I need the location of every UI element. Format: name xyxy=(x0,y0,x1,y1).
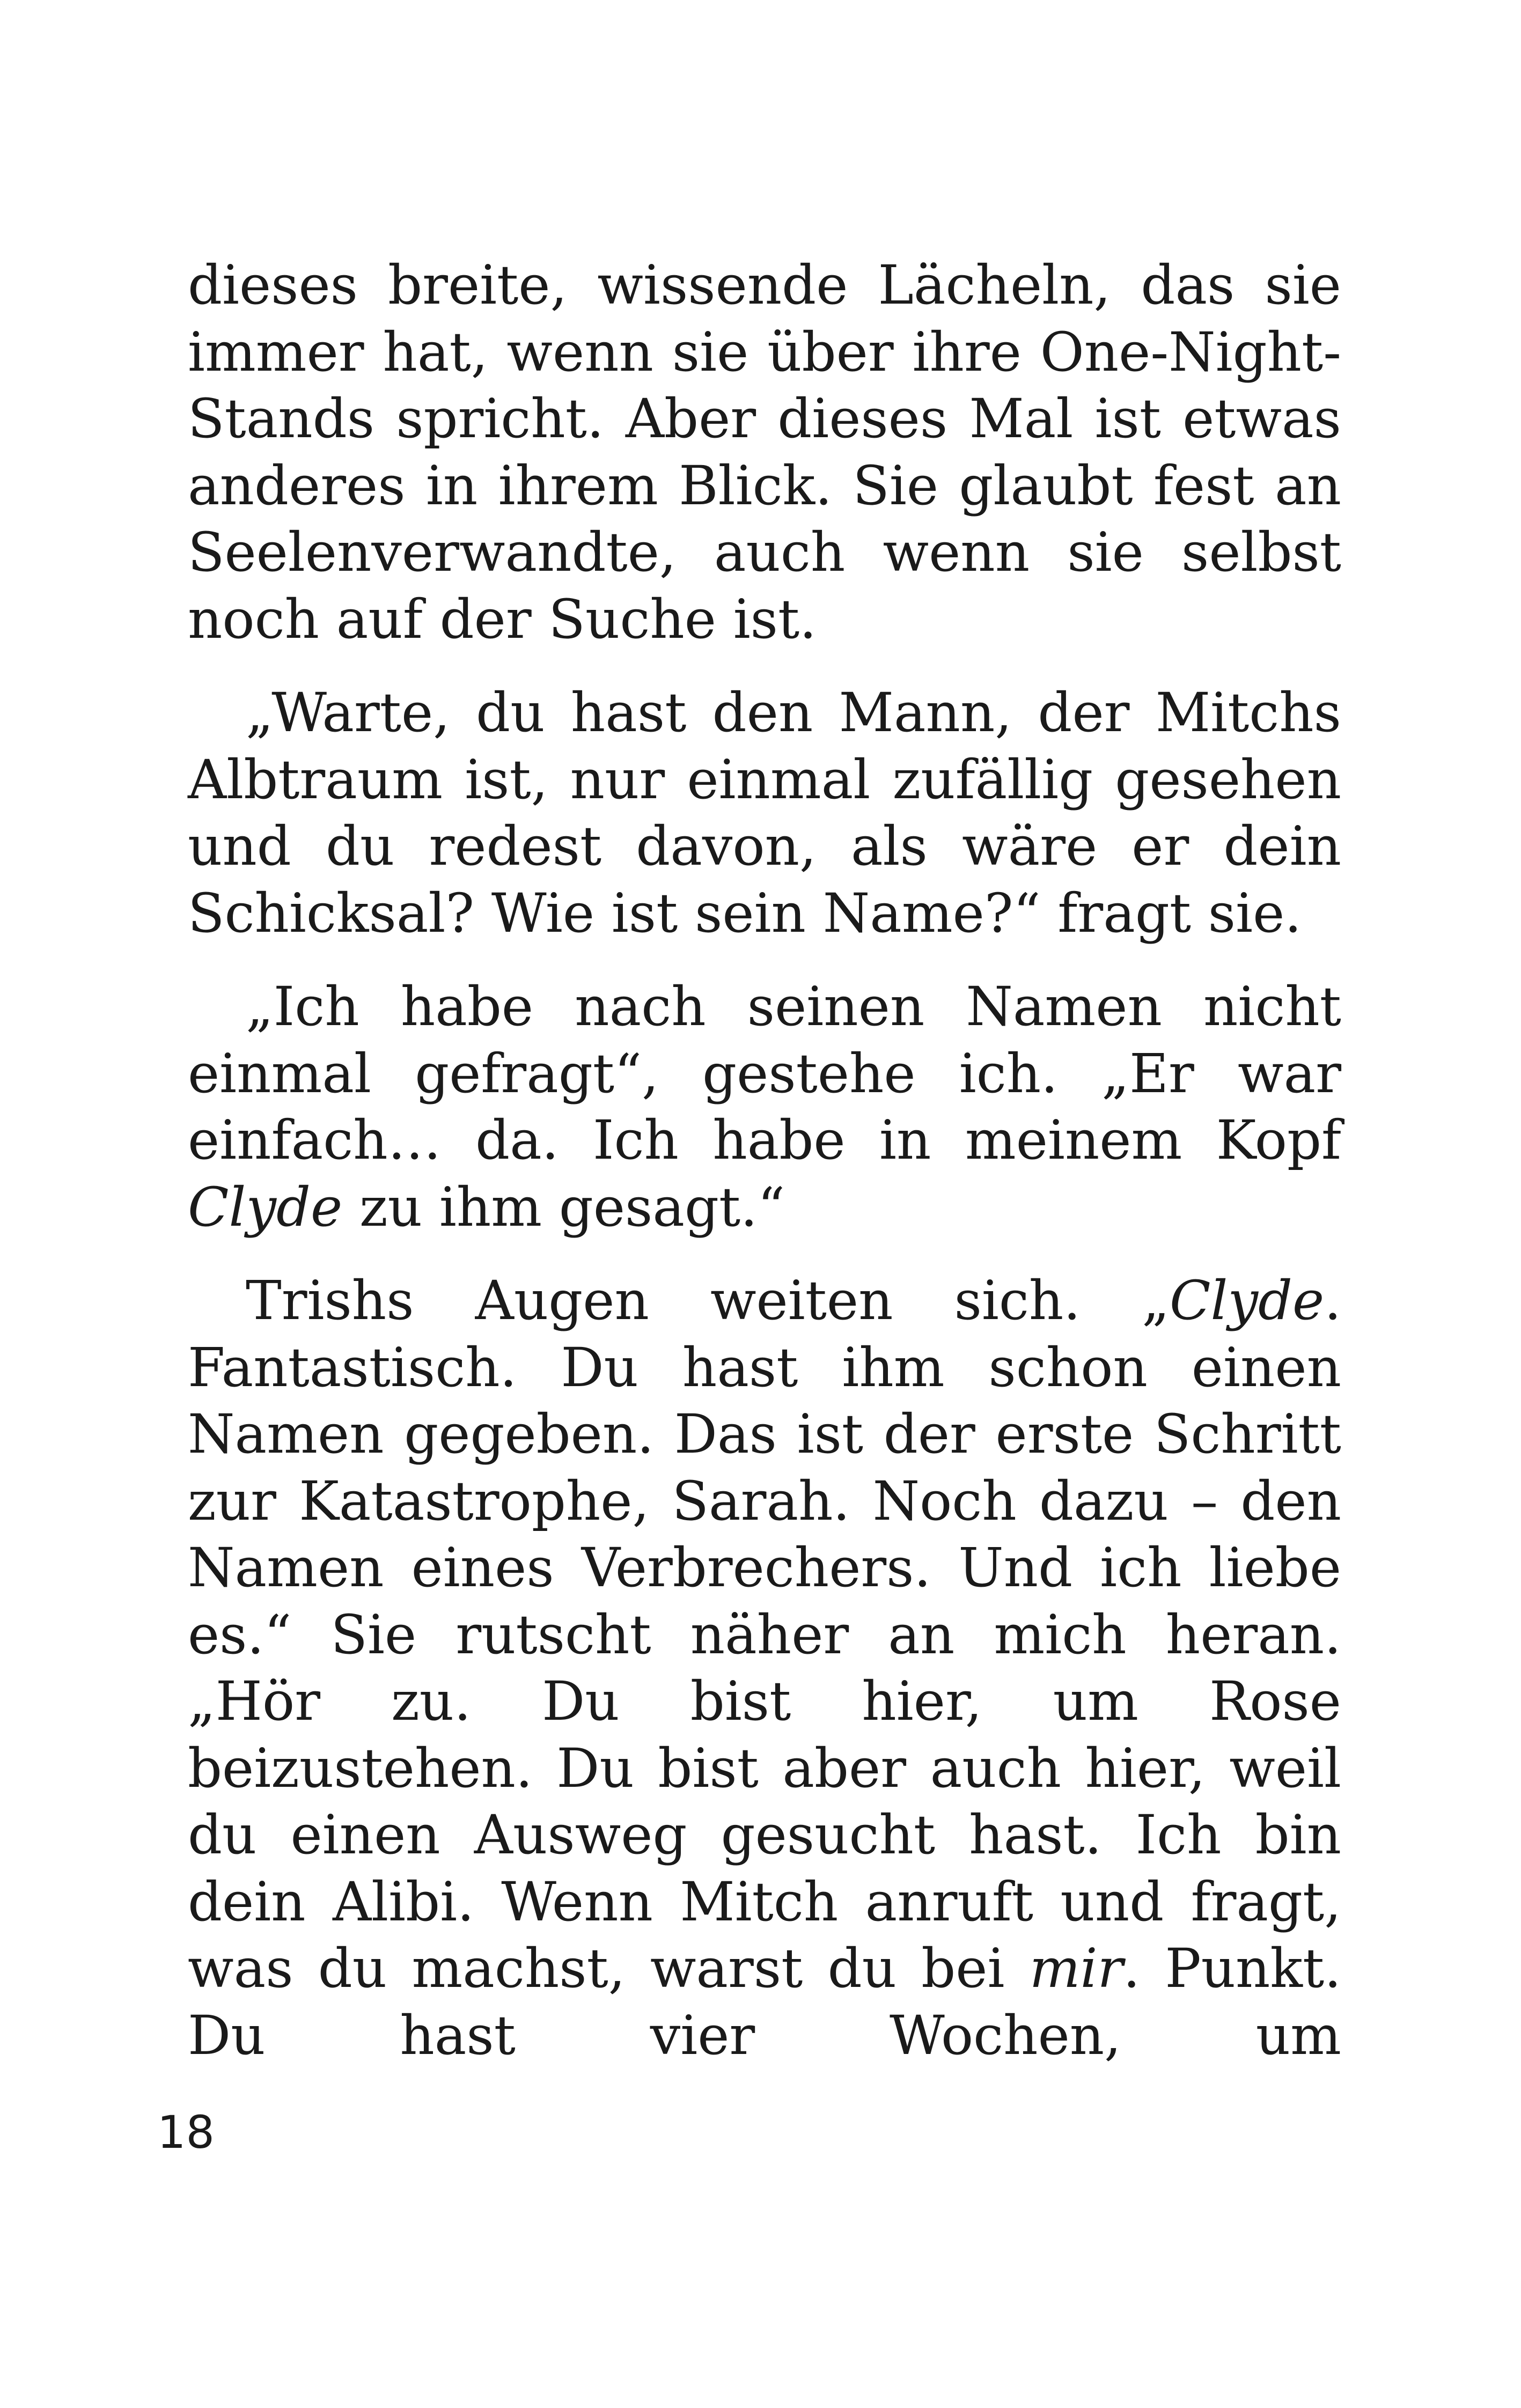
paragraph-4-text-a: Trishs Augen weiten sich. „ xyxy=(246,1269,1170,1332)
paragraph-3 xyxy=(188,974,1341,1241)
paragraph-4 xyxy=(188,1268,1341,2069)
paragraph-1 xyxy=(188,252,1341,653)
paragraph-4-text-b: . Fantastisch. Du hast ihm schon einen Namen gegeben. Das ist der erste Schritt zur Katastrophe, Sarah. Noch dazu – den Namen eines Verbrechers. Und ich liebe es.“ Sie rutscht näher an mich heran. „Hör zu. Du bist hier, um Rose beizustehen. Du bist aber auch hier, weil du einen Ausweg gesucht hast. Ich bin dein Alibi. Wenn Mitch anruft und fragt, was du machst, warst du bei xyxy=(188,1269,1341,2000)
paragraph-4-italic-mir: mir xyxy=(1029,1937,1123,2000)
paragraph-2-text: „Warte, du hast den Mann, der Mitchs Albtraum ist, nur einmal zufällig gesehen und du redest davon, als wäre er dein Schicksal? Wie ist sein Name?“ fragt sie. xyxy=(188,681,1341,945)
paragraph-3-text-b: zu ihm gesagt.“ xyxy=(342,1175,785,1239)
body-text xyxy=(188,252,1341,2069)
paragraph-4-italic-clyde: Clyde xyxy=(1170,1269,1325,1332)
paragraph-4-text-c: . Punkt. Du hast vier Wochen, um xyxy=(188,1937,1341,2067)
page-number: 18 xyxy=(157,2106,215,2159)
paragraph-1-text: dieses breite, wissende Lächeln, das sie immer hat, wenn sie über ihre One-Night-Stands spricht. Aber dieses Mal ist etwas anderes in ihrem Blick. Sie glaubt fest an Seelenverwandte, auch wenn sie selbst noch auf der Suche ist. xyxy=(188,254,1341,651)
paragraph-3-italic-clyde: Clyde xyxy=(188,1175,343,1239)
paragraph-3-text-a: „Ich habe nach seinen Namen nicht einmal gefragt“, gestehe ich. „Er war einfach… da. Ich habe in meinem Kopf xyxy=(188,975,1341,1172)
paragraph-2 xyxy=(188,680,1341,947)
